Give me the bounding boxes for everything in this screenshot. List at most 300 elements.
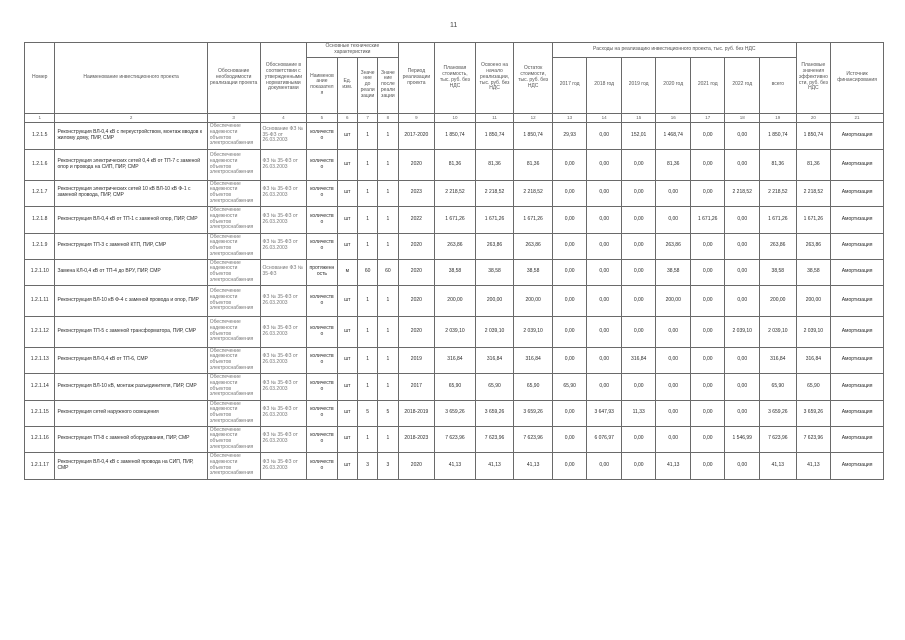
- row-year-value: 0,00: [587, 233, 622, 259]
- row-year-value: 0,00: [690, 180, 725, 206]
- row-year-value: 0,00: [656, 400, 691, 426]
- row-total: 200,00: [760, 285, 797, 316]
- row-justification: Обеспечение надежности объектов электроснабжения: [207, 400, 260, 426]
- table-row: [25, 452, 884, 479]
- row-total: 2 039,10: [760, 316, 797, 347]
- row-code: 1.2.1.16: [25, 426, 55, 452]
- row-year-value: 0,00: [621, 426, 656, 452]
- row-code: 1.2.1.15: [25, 400, 55, 426]
- row-before: 60: [357, 259, 377, 285]
- row-before: 5: [357, 400, 377, 426]
- header-source: Источник финансирования: [831, 43, 884, 114]
- row-effect: 2 218,52: [796, 180, 831, 206]
- row-tech-name: количество: [307, 426, 337, 452]
- row-after: 5: [378, 400, 398, 426]
- table-row: [25, 285, 884, 316]
- row-after: 1: [378, 316, 398, 347]
- row-total: 1 671,26: [760, 206, 797, 233]
- row-effect: 41,13: [796, 452, 831, 479]
- row-year-value: 0,00: [552, 149, 587, 180]
- table-row: [25, 400, 884, 426]
- row-year-value: 11,33: [621, 400, 656, 426]
- column-number: 4: [260, 113, 307, 122]
- row-justification: Обеспечение надежности объектов электроснабжения: [207, 316, 260, 347]
- row-remaining: 65,90: [514, 373, 553, 400]
- row-plan-cost: 65,90: [435, 373, 476, 400]
- row-years: 2023: [398, 180, 435, 206]
- row-effect: 2 039,10: [796, 316, 831, 347]
- row-regulation: ФЗ № 35-ФЗ от 26.03.2003: [260, 285, 307, 316]
- row-unit: шт: [337, 233, 357, 259]
- row-fact-cost: 38,58: [475, 259, 514, 285]
- row-regulation: ФЗ № 35-ФЗ от 26.03.2003: [260, 400, 307, 426]
- row-justification: Обеспечение надежности объектов электроснабжения: [207, 206, 260, 233]
- column-number: 18: [725, 113, 760, 122]
- row-after: 1: [378, 122, 398, 149]
- row-source: Амортизация: [831, 180, 884, 206]
- row-effect: 1 850,74: [796, 122, 831, 149]
- row-source: Амортизация: [831, 206, 884, 233]
- row-unit: шт: [337, 426, 357, 452]
- row-year-value: 0,00: [690, 426, 725, 452]
- row-year-value: 65,90: [552, 373, 587, 400]
- row-tech-name: количество: [307, 180, 337, 206]
- row-regulation: ФЗ № 35-ФЗ от 26.03.2003: [260, 452, 307, 479]
- row-year-value: 0,00: [621, 206, 656, 233]
- row-unit: шт: [337, 180, 357, 206]
- row-after: 1: [378, 233, 398, 259]
- row-year-value: 2 218,52: [725, 180, 760, 206]
- header-tech-name: Наименование показателя: [307, 57, 337, 113]
- row-fact-cost: 7 623,96: [475, 426, 514, 452]
- row-year-value: 0,00: [552, 259, 587, 285]
- row-effect: 81,36: [796, 149, 831, 180]
- column-number: 19: [760, 113, 797, 122]
- row-year-value: 0,00: [621, 316, 656, 347]
- row-after: 3: [378, 452, 398, 479]
- row-plan-cost: 38,58: [435, 259, 476, 285]
- header-total: всего: [760, 57, 797, 113]
- row-fact-cost: 1 850,74: [475, 122, 514, 149]
- row-justification: Обеспечение надежности объектов электроснабжения: [207, 426, 260, 452]
- row-after: 1: [378, 285, 398, 316]
- row-year-value: 41,13: [656, 452, 691, 479]
- row-remaining: 1 671,26: [514, 206, 553, 233]
- row-before: 1: [357, 122, 377, 149]
- row-regulation: ФЗ № 35-ФЗ от 26.03.2003: [260, 426, 307, 452]
- row-total: 7 623,96: [760, 426, 797, 452]
- row-before: 1: [357, 347, 377, 373]
- row-fact-cost: 316,84: [475, 347, 514, 373]
- row-fact-cost: 2 039,10: [475, 316, 514, 347]
- row-before: 1: [357, 149, 377, 180]
- row-unit: шт: [337, 373, 357, 400]
- row-project-name: Реконструкция ТП-5 с заменой трансформатора, ПИР, СМР: [55, 316, 207, 347]
- column-number-row: [25, 113, 884, 122]
- row-justification: Обеспечение надежности объектов электроснабжения: [207, 233, 260, 259]
- table-row: [25, 180, 884, 206]
- column-number: 14: [587, 113, 622, 122]
- row-remaining: 200,00: [514, 285, 553, 316]
- column-number: 21: [831, 113, 884, 122]
- table-body: [25, 122, 884, 479]
- row-year-value: 0,00: [725, 452, 760, 479]
- row-year-value: 0,00: [725, 149, 760, 180]
- row-total: 3 659,26: [760, 400, 797, 426]
- row-year-value: 0,00: [587, 122, 622, 149]
- row-total: 316,84: [760, 347, 797, 373]
- row-year-value: 0,00: [690, 373, 725, 400]
- row-after: 1: [378, 426, 398, 452]
- header-years: Период реализации проекта: [398, 43, 435, 114]
- row-year-value: 0,00: [552, 452, 587, 479]
- header-name: Наименование инвестиционного проекта: [55, 43, 207, 114]
- row-year-value: 0,00: [621, 149, 656, 180]
- row-code: 1.2.1.17: [25, 452, 55, 479]
- row-source: Амортизация: [831, 400, 884, 426]
- row-plan-cost: 2 039,10: [435, 316, 476, 347]
- row-tech-name: количество: [307, 452, 337, 479]
- row-fact-cost: 3 659,26: [475, 400, 514, 426]
- row-year-value: 0,00: [552, 233, 587, 259]
- row-after: 1: [378, 347, 398, 373]
- row-plan-cost: 1 671,26: [435, 206, 476, 233]
- row-year-value: 0,00: [690, 285, 725, 316]
- column-number: 1: [25, 113, 55, 122]
- row-year-value: 0,00: [690, 259, 725, 285]
- row-year-value: 0,00: [587, 206, 622, 233]
- table-row: [25, 206, 884, 233]
- row-year-value: 0,00: [587, 452, 622, 479]
- column-number: 20: [796, 113, 831, 122]
- row-code: 1.2.1.12: [25, 316, 55, 347]
- row-tech-name: протяженность: [307, 259, 337, 285]
- row-regulation: Основание ФЗ № 35-ФЗ: [260, 259, 307, 285]
- column-number: 5: [307, 113, 337, 122]
- row-year-value: 0,00: [656, 180, 691, 206]
- row-remaining: 38,58: [514, 259, 553, 285]
- row-year-value: 0,00: [725, 285, 760, 316]
- row-tech-name: количество: [307, 347, 337, 373]
- row-year-value: 0,00: [587, 180, 622, 206]
- row-fact-cost: 41,13: [475, 452, 514, 479]
- row-project-name: Реконструкция ВЛ-0,4 кВ с заменой провода на СИП, ПИР, СМР: [55, 452, 207, 479]
- row-code: 1.2.1.11: [25, 285, 55, 316]
- header-effect: Плановые значения эффективности, руб. без НДС: [796, 43, 831, 114]
- row-year-value: 6 076,97: [587, 426, 622, 452]
- header-after: Значение после реализации: [378, 57, 398, 113]
- row-year-value: 0,00: [690, 347, 725, 373]
- row-source: Амортизация: [831, 233, 884, 259]
- row-justification: Обеспечение надежности объектов электроснабжения: [207, 259, 260, 285]
- row-years: 2020: [398, 233, 435, 259]
- row-year-value: 0,00: [587, 285, 622, 316]
- header-year: 2019 год: [621, 57, 656, 113]
- row-regulation: ФЗ № 35-ФЗ от 26.03.2003: [260, 316, 307, 347]
- row-after: 1: [378, 149, 398, 180]
- row-years: 2020: [398, 452, 435, 479]
- row-year-value: 0,00: [621, 233, 656, 259]
- row-before: 1: [357, 206, 377, 233]
- row-project-name: Реконструкция ВЛ-0,4 кВ от ТП-6, СМР: [55, 347, 207, 373]
- row-fact-cost: 263,86: [475, 233, 514, 259]
- row-after: 1: [378, 206, 398, 233]
- row-tech-name: количество: [307, 122, 337, 149]
- row-fact-cost: 1 671,26: [475, 206, 514, 233]
- row-effect: 200,00: [796, 285, 831, 316]
- row-effect: 7 623,96: [796, 426, 831, 452]
- row-effect: 38,58: [796, 259, 831, 285]
- header-group-finance: Расходы на реализацию инвестиционного проекта, тыс. руб. без НДС: [552, 43, 796, 58]
- row-year-value: 0,00: [690, 452, 725, 479]
- row-tech-name: количество: [307, 206, 337, 233]
- row-unit: шт: [337, 347, 357, 373]
- row-year-value: 0,00: [656, 347, 691, 373]
- row-years: 2019: [398, 347, 435, 373]
- row-fact-cost: 65,90: [475, 373, 514, 400]
- row-year-value: 0,00: [725, 400, 760, 426]
- row-project-name: Реконструкция электрических сетей 0,4 кВ от ТП-7 с заменой опор и провода на СИП, ПИР, СМР: [55, 149, 207, 180]
- row-unit: шт: [337, 452, 357, 479]
- row-project-name: Реконструкция ВЛ-0,4 кВ с переустройством, монтаж вводов к жилому дому, ПИР, СМР: [55, 122, 207, 149]
- page-number: 11: [450, 22, 458, 29]
- column-number: 11: [475, 113, 514, 122]
- row-year-value: 0,00: [690, 400, 725, 426]
- row-code: 1.2.1.7: [25, 180, 55, 206]
- row-justification: Обеспечение надежности объектов электроснабжения: [207, 452, 260, 479]
- row-source: Амортизация: [831, 122, 884, 149]
- row-year-value: 0,00: [690, 233, 725, 259]
- row-tech-name: количество: [307, 285, 337, 316]
- row-years: 2020: [398, 259, 435, 285]
- row-years: 2017-2020: [398, 122, 435, 149]
- row-year-value: 0,00: [656, 206, 691, 233]
- column-number: 2: [55, 113, 207, 122]
- row-before: 1: [357, 180, 377, 206]
- row-project-name: Реконструкция сетей наружного освещения: [55, 400, 207, 426]
- row-year-value: 152,01: [621, 122, 656, 149]
- row-unit: шт: [337, 149, 357, 180]
- row-total: 1 850,74: [760, 122, 797, 149]
- row-plan-cost: 3 659,26: [435, 400, 476, 426]
- row-year-value: 0,00: [621, 373, 656, 400]
- investment-projects-table: [24, 42, 884, 480]
- table-row: [25, 259, 884, 285]
- row-year-value: 0,00: [725, 347, 760, 373]
- header-code: Номер: [25, 43, 55, 114]
- row-unit: шт: [337, 122, 357, 149]
- row-year-value: 0,00: [621, 180, 656, 206]
- row-unit: м: [337, 259, 357, 285]
- row-plan-cost: 2 218,52: [435, 180, 476, 206]
- header-year: 2017 год: [552, 57, 587, 113]
- row-code: 1.2.1.8: [25, 206, 55, 233]
- column-number: 10: [435, 113, 476, 122]
- row-year-value: 0,00: [690, 122, 725, 149]
- row-code: 1.2.1.13: [25, 347, 55, 373]
- row-years: 2018-2023: [398, 426, 435, 452]
- row-year-value: 0,00: [552, 180, 587, 206]
- row-total: 263,86: [760, 233, 797, 259]
- row-after: 1: [378, 373, 398, 400]
- row-remaining: 3 659,26: [514, 400, 553, 426]
- row-year-value: 38,58: [656, 259, 691, 285]
- row-year-value: 0,00: [725, 122, 760, 149]
- row-source: Амортизация: [831, 373, 884, 400]
- row-year-value: 0,00: [725, 233, 760, 259]
- row-years: 2018-2019: [398, 400, 435, 426]
- row-regulation: ФЗ № 35-ФЗ от 26.03.2003: [260, 347, 307, 373]
- row-year-value: 263,86: [656, 233, 691, 259]
- row-year-value: 0,00: [587, 149, 622, 180]
- row-total: 41,13: [760, 452, 797, 479]
- row-year-value: 0,00: [725, 206, 760, 233]
- row-before: 1: [357, 233, 377, 259]
- row-unit: шт: [337, 316, 357, 347]
- row-year-value: 0,00: [621, 452, 656, 479]
- row-after: 60: [378, 259, 398, 285]
- column-number: 15: [621, 113, 656, 122]
- row-after: 1: [378, 180, 398, 206]
- header-year: 2021 год: [690, 57, 725, 113]
- row-remaining: 2 218,52: [514, 180, 553, 206]
- row-remaining: 41,13: [514, 452, 553, 479]
- column-number: 16: [656, 113, 691, 122]
- row-year-value: 29,93: [552, 122, 587, 149]
- row-regulation: Основание ФЗ № 35-ФЗ от 26.03.2003: [260, 122, 307, 149]
- row-year-value: 0,00: [552, 206, 587, 233]
- row-year-value: 0,00: [552, 400, 587, 426]
- row-project-name: Реконструкция ВЛ-10 кВ Ф-4 с заменой провода и опор, ПИР: [55, 285, 207, 316]
- row-tech-name: количество: [307, 149, 337, 180]
- row-project-name: Реконструкция электрических сетей 10 кВ ВЛ-10 кВ Ф-1 с заменой провода, ПИР, СМР: [55, 180, 207, 206]
- row-year-value: 0,00: [552, 285, 587, 316]
- column-number: 13: [552, 113, 587, 122]
- row-tech-name: количество: [307, 316, 337, 347]
- row-year-value: 3 647,93: [587, 400, 622, 426]
- row-effect: 1 671,26: [796, 206, 831, 233]
- row-tech-name: количество: [307, 233, 337, 259]
- row-year-value: 81,36: [656, 149, 691, 180]
- row-before: 1: [357, 373, 377, 400]
- row-source: Амортизация: [831, 426, 884, 452]
- header-year: 2018 год: [587, 57, 622, 113]
- table-row: [25, 233, 884, 259]
- column-number: 6: [337, 113, 357, 122]
- row-year-value: 2 039,10: [725, 316, 760, 347]
- header-year: 2022 год: [725, 57, 760, 113]
- row-justification: Обеспечение надежности объектов электроснабжения: [207, 285, 260, 316]
- row-year-value: 0,00: [725, 259, 760, 285]
- column-number: 7: [357, 113, 377, 122]
- row-before: 3: [357, 452, 377, 479]
- row-code: 1.2.1.6: [25, 149, 55, 180]
- table-row: [25, 149, 884, 180]
- row-source: Амортизация: [831, 347, 884, 373]
- row-fact-cost: 2 218,52: [475, 180, 514, 206]
- column-number: 8: [378, 113, 398, 122]
- row-plan-cost: 1 850,74: [435, 122, 476, 149]
- table-row: [25, 122, 884, 149]
- row-justification: Обеспечение надежности объектов электроснабжения: [207, 180, 260, 206]
- row-project-name: Реконструкция ВЛ-10 кВ, монтаж разъединителя, ПИР, СМР: [55, 373, 207, 400]
- row-unit: шт: [337, 285, 357, 316]
- header-justification: Обоснование необходимости реализации проекта: [207, 43, 260, 114]
- row-justification: Обеспечение надежности объектов электроснабжения: [207, 373, 260, 400]
- row-year-value: 0,00: [656, 316, 691, 347]
- row-year-value: 0,00: [552, 316, 587, 347]
- row-year-value: 0,00: [725, 373, 760, 400]
- row-code: 1.2.1.5: [25, 122, 55, 149]
- column-number: 12: [514, 113, 553, 122]
- row-plan-cost: 7 623,96: [435, 426, 476, 452]
- row-regulation: ФЗ № 35-ФЗ от 26.03.2003: [260, 233, 307, 259]
- row-years: 2020: [398, 149, 435, 180]
- row-regulation: ФЗ № 35-ФЗ от 26.03.2003: [260, 180, 307, 206]
- table-row: [25, 347, 884, 373]
- row-year-value: 0,00: [552, 426, 587, 452]
- row-justification: Обеспечение надежности объектов электроснабжения: [207, 347, 260, 373]
- row-unit: шт: [337, 206, 357, 233]
- row-effect: 316,84: [796, 347, 831, 373]
- header-row-1: [25, 43, 884, 58]
- row-year-value: 0,00: [690, 316, 725, 347]
- row-effect: 3 659,26: [796, 400, 831, 426]
- row-regulation: ФЗ № 35-ФЗ от 26.03.2003: [260, 206, 307, 233]
- header-fact-cost: Освоено на начало реализации, тыс. руб. без НДС: [475, 43, 514, 114]
- row-year-value: 0,00: [656, 426, 691, 452]
- row-total: 81,36: [760, 149, 797, 180]
- row-year-value: 0,00: [690, 149, 725, 180]
- row-years: 2022: [398, 206, 435, 233]
- header-unit: Ед. изм.: [337, 57, 357, 113]
- row-regulation: ФЗ № 35-ФЗ от 26.03.2003: [260, 149, 307, 180]
- column-number: 9: [398, 113, 435, 122]
- row-effect: 263,86: [796, 233, 831, 259]
- row-regulation: ФЗ № 35-ФЗ от 26.03.2003: [260, 373, 307, 400]
- row-remaining: 316,84: [514, 347, 553, 373]
- row-year-value: 0,00: [621, 285, 656, 316]
- row-year-value: 0,00: [552, 347, 587, 373]
- row-years: 2020: [398, 316, 435, 347]
- row-remaining: 263,86: [514, 233, 553, 259]
- row-remaining: 7 623,96: [514, 426, 553, 452]
- row-project-name: Реконструкция ВЛ-0,4 кВ от ТП-1 с заменой опор, ПИР, СМР: [55, 206, 207, 233]
- row-project-name: Реконструкция ТП-8 с заменой оборудования, ПИР, СМР: [55, 426, 207, 452]
- row-justification: Обеспечение надежности объектов электроснабжения: [207, 122, 260, 149]
- row-unit: шт: [337, 400, 357, 426]
- row-total: 65,90: [760, 373, 797, 400]
- row-year-value: 0,00: [587, 259, 622, 285]
- column-number: 17: [690, 113, 725, 122]
- row-year-value: 200,00: [656, 285, 691, 316]
- row-code: 1.2.1.14: [25, 373, 55, 400]
- row-year-value: 0,00: [587, 316, 622, 347]
- column-number: 3: [207, 113, 260, 122]
- row-tech-name: количество: [307, 400, 337, 426]
- row-year-value: 1 546,99: [725, 426, 760, 452]
- row-year-value: 1 468,74: [656, 122, 691, 149]
- row-fact-cost: 81,36: [475, 149, 514, 180]
- row-code: 1.2.1.9: [25, 233, 55, 259]
- row-remaining: 81,36: [514, 149, 553, 180]
- row-source: Амортизация: [831, 316, 884, 347]
- row-before: 1: [357, 426, 377, 452]
- header-year: 2020 год: [656, 57, 691, 113]
- header-group-tech: Основные технические характеристики: [307, 43, 398, 58]
- row-tech-name: количество: [307, 373, 337, 400]
- row-justification: Обеспечение надежности объектов электроснабжения: [207, 149, 260, 180]
